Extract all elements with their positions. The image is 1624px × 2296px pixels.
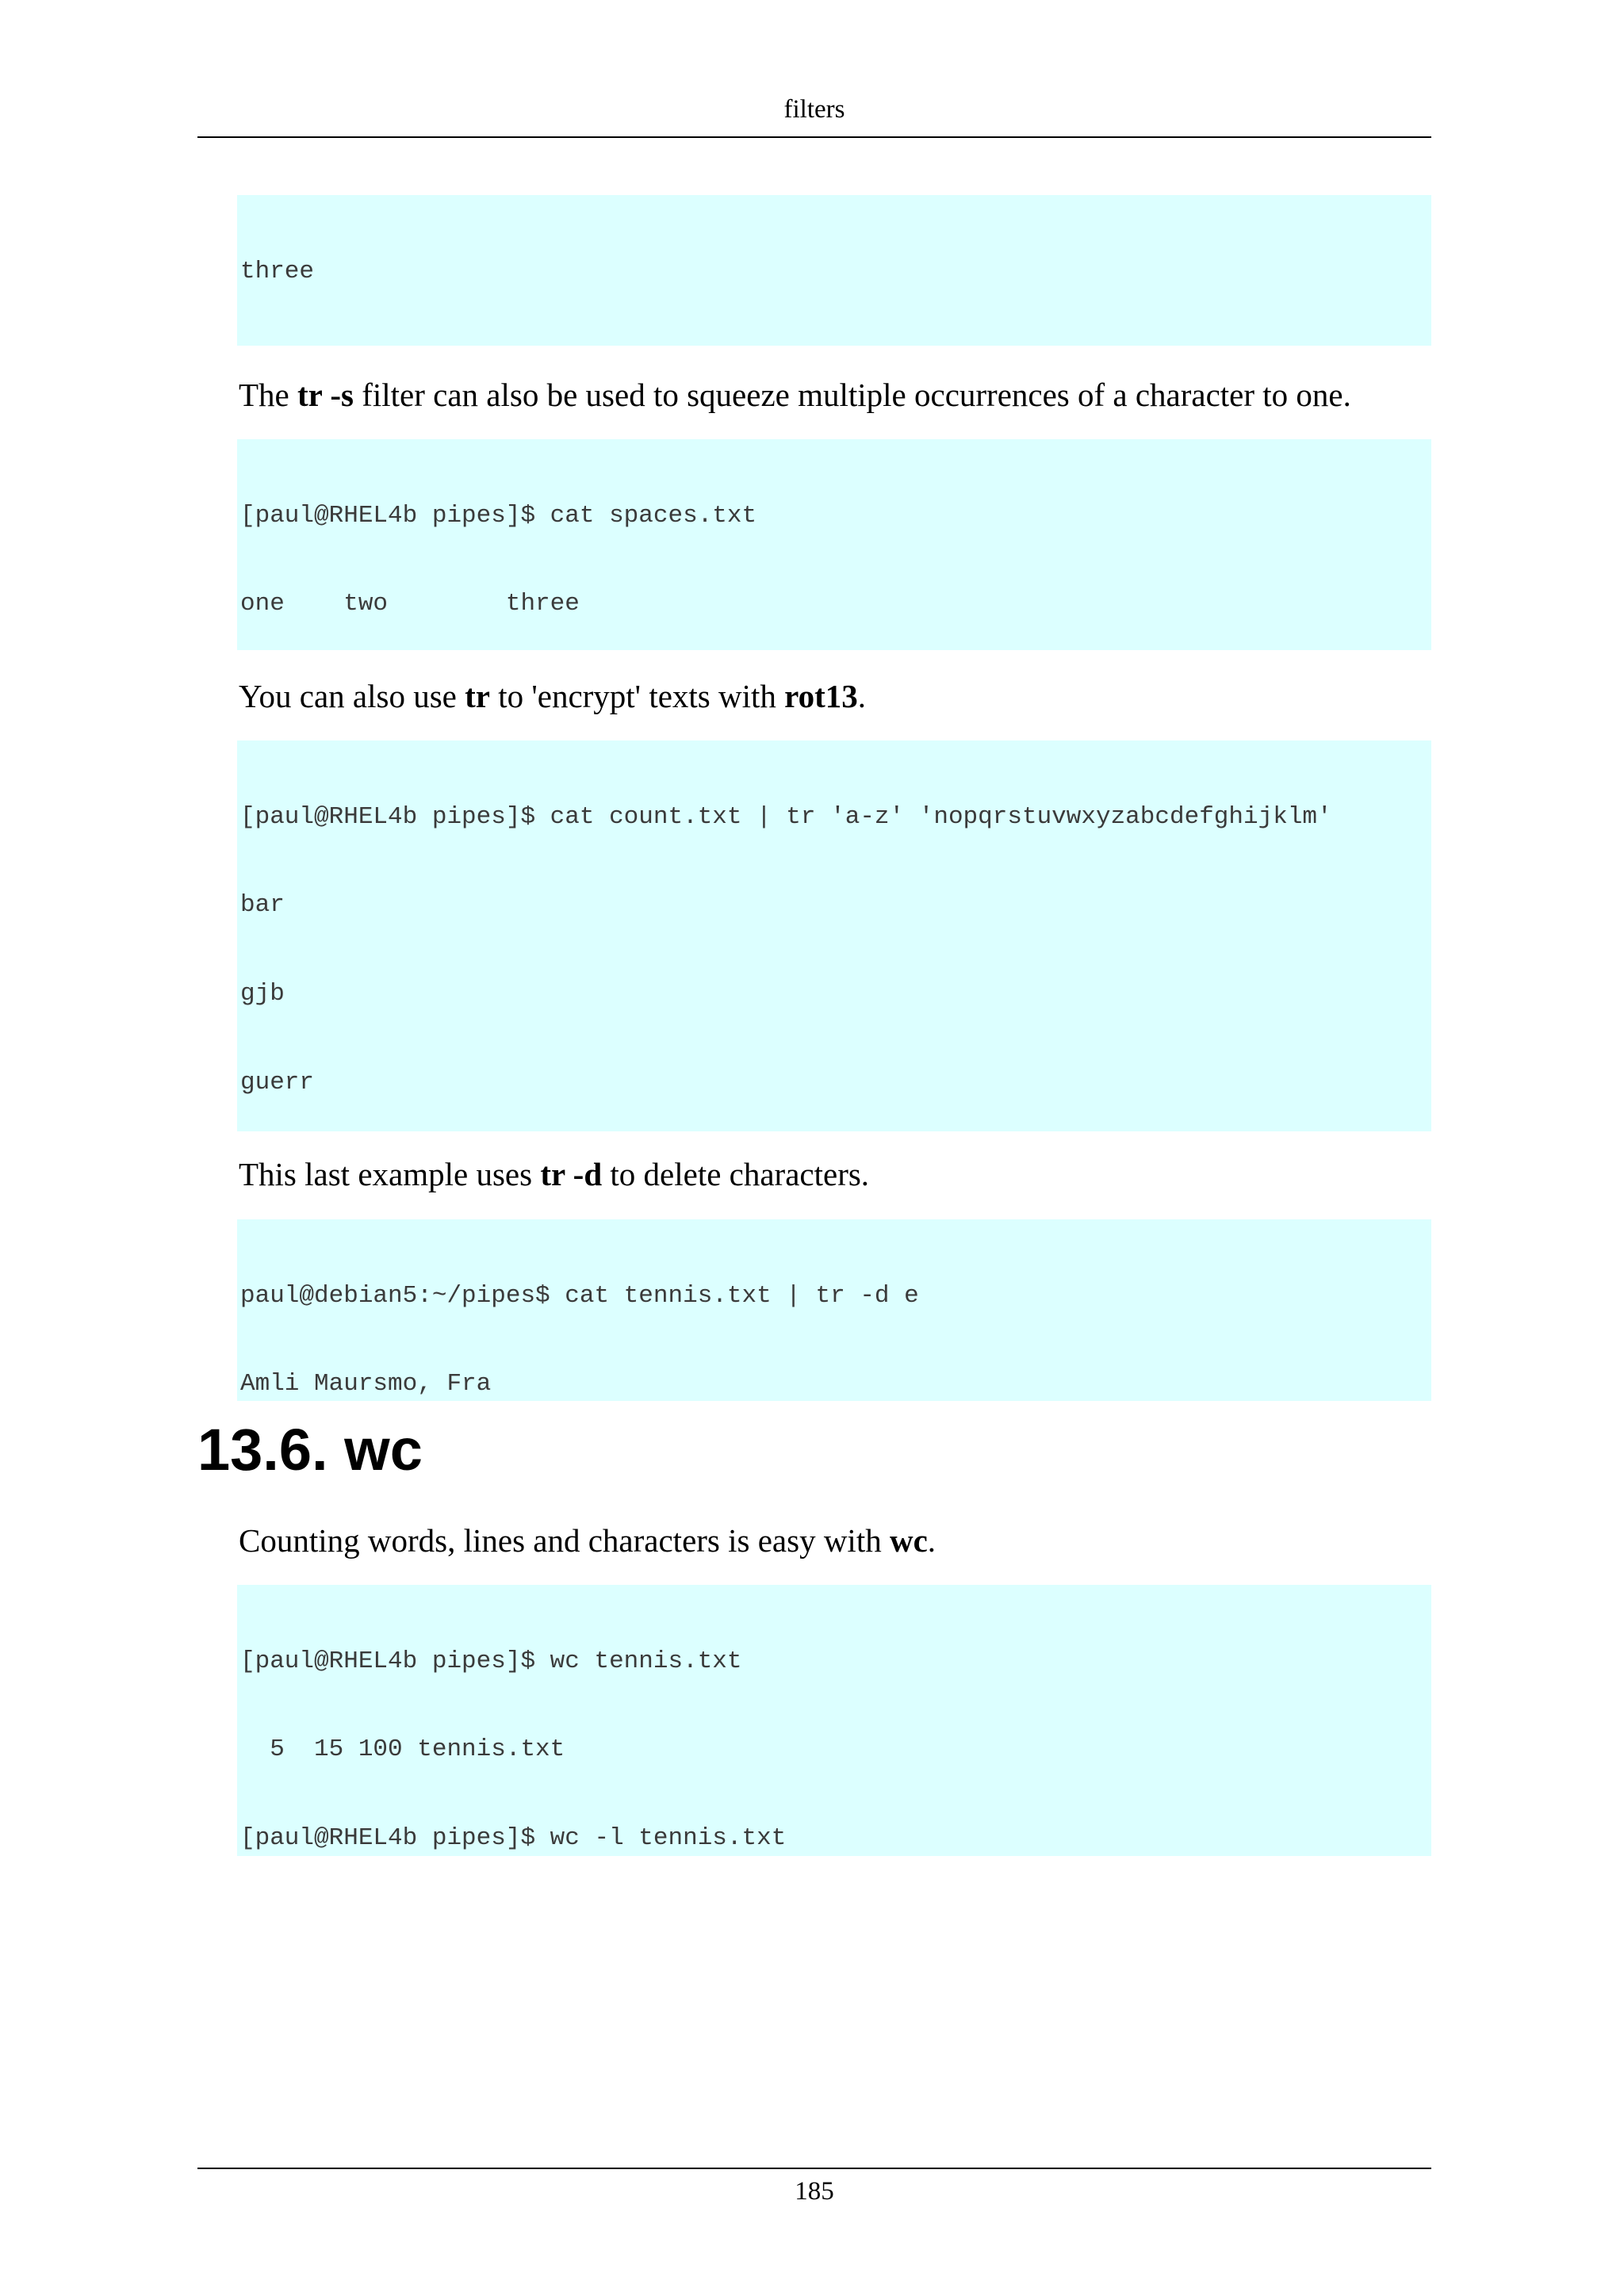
- code-line: Amli Maursmo, Fra: [240, 1370, 492, 1399]
- code-line: guerr: [240, 1069, 315, 1097]
- running-header: filters: [783, 95, 845, 124]
- code-block-tr-newline: [237, 195, 1431, 346]
- section-heading: 13.6. wc: [197, 1417, 423, 1483]
- header-rule: [197, 136, 1431, 138]
- code-block-wc: [237, 1585, 1431, 1856]
- paragraph-rot13: You can also use tr to 'encrypt' texts with rot13.: [239, 678, 867, 714]
- paragraph-tr-delete: This last example uses tr -d to delete characters.: [239, 1156, 870, 1192]
- code-line: three: [240, 257, 315, 285]
- code-line: [paul@RHEL4b pipes]$ wc -l tennis.txt: [240, 1824, 787, 1853]
- code-line: [240, 345, 1428, 346]
- code-line: one two three: [240, 590, 580, 618]
- code-line: paul@debian5:~/pipes$ cat tennis.txt | tr -d e: [240, 1281, 919, 1310]
- code-block-tr-squeeze: [237, 439, 1431, 650]
- code-block-rot13: [237, 740, 1431, 1131]
- page-number: 185: [795, 2177, 834, 2206]
- paragraph-wc-intro: Counting words, lines and characters is easy with wc.: [239, 1522, 936, 1559]
- code-line: [paul@RHEL4b pipes]$ cat spaces.txt: [240, 501, 757, 530]
- code-line: bar: [240, 891, 285, 920]
- code-line: [paul@RHEL4b pipes]$ cat count.txt | tr 'a-z' 'nopqrstuvwxyzabcdefghijklm': [240, 802, 1332, 831]
- code-line: 5 15 100 tennis.txt: [240, 1735, 565, 1764]
- code-line: [paul@RHEL4b pipes]$ wc tennis.txt: [240, 1647, 742, 1675]
- code-block-tr-delete: [237, 1219, 1431, 1401]
- paragraph-tr-squeeze: The tr -s filter can also be used to squeeze multiple occurrences of a character to one.: [239, 377, 1351, 413]
- footer-rule: [197, 2168, 1431, 2169]
- code-line: gjb: [240, 980, 285, 1008]
